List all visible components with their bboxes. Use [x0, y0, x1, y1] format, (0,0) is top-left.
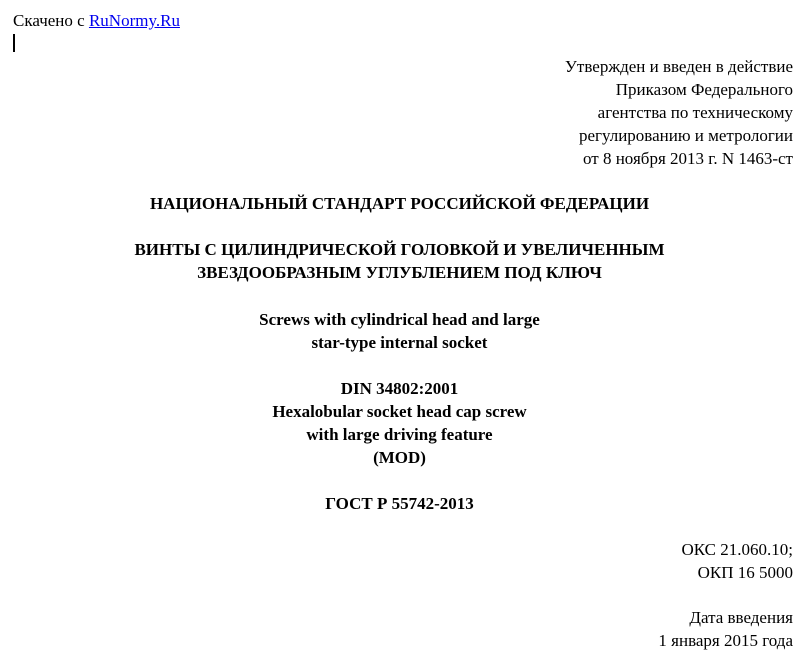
text-cursor [13, 34, 15, 52]
approval-line: регулированию и метрологии [578, 126, 793, 145]
russian-title-line: ЗВЕЗДООБРАЗНЫМ УГЛУБЛЕНИЕМ ПОД КЛЮЧ [197, 263, 602, 282]
source-link[interactable]: RuNormy.Ru [88, 11, 180, 30]
classification-line: ОКС 21.060.10; [681, 540, 793, 559]
din-line: (MOD) [373, 448, 426, 467]
standard-type-heading [0, 192, 799, 215]
effective-date [493, 606, 793, 652]
din-reference [0, 377, 799, 469]
english-title-line: star-type internal socket [311, 333, 488, 352]
effective-line: 1 января 2015 года [658, 631, 793, 650]
source-prefix: Скачено с [13, 11, 89, 30]
russian-title [0, 238, 799, 284]
approval-block [393, 55, 793, 170]
gost-number [0, 492, 799, 515]
din-line: with large driving feature [306, 425, 493, 444]
classification-line: ОКП 16 5000 [697, 563, 793, 582]
effective-line: Дата введения [689, 608, 793, 627]
classification-codes [493, 538, 793, 584]
din-line: Hexalobular socket head cap screw [272, 402, 527, 421]
gost-text: ГОСТ Р 55742-2013 [325, 494, 474, 513]
din-line: DIN 34802:2001 [340, 379, 459, 398]
source-line [13, 9, 180, 32]
english-title [0, 308, 799, 354]
approval-line: агентства по техническому [597, 103, 793, 122]
approval-line: от 8 ноября 2013 г. N 1463-ст [583, 149, 793, 168]
english-title-line: Screws with cylindrical head and large [259, 310, 540, 329]
russian-title-line: ВИНТЫ С ЦИЛИНДРИЧЕСКОЙ ГОЛОВКОЙ И УВЕЛИЧЕННЫМ [134, 240, 665, 259]
standard-type-text: НАЦИОНАЛЬНЫЙ СТАНДАРТ РОССИЙСКОЙ ФЕДЕРАЦИИ [149, 194, 650, 213]
approval-line: Приказом Федерального [615, 80, 793, 99]
approval-line: Утвержден и введен в действие [564, 57, 793, 76]
